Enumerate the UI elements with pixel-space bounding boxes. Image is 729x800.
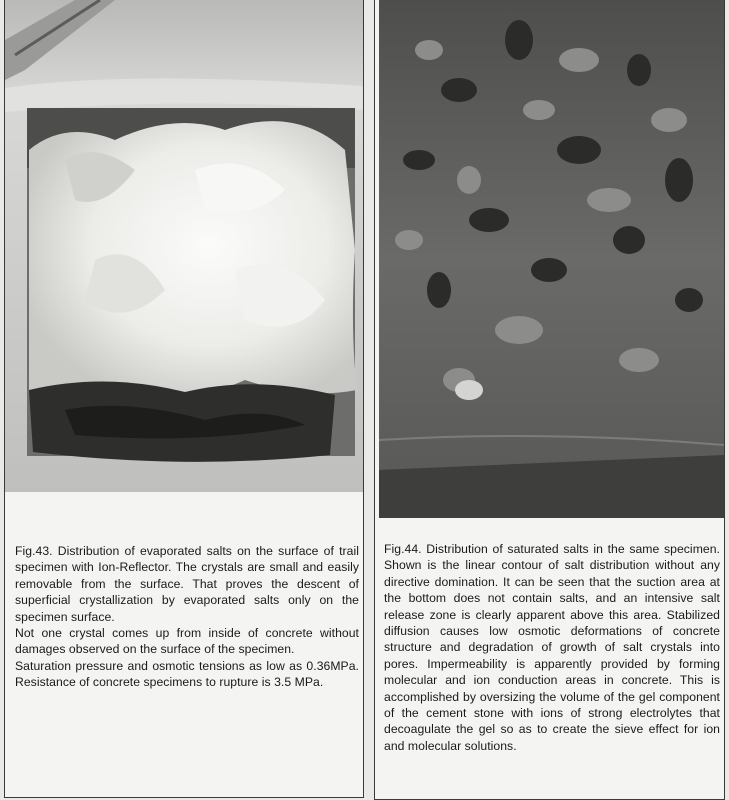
caption-paragraph: Saturation pressure and osmotic tensions as low as 0.36MPa. Resistance of concrete specimens to rupture is 3.5 MPa. [15, 658, 359, 690]
caption-paragraph: Fig.43. Distribution of evaporated salts on the surface of trail specimen with Ion-Reflector. The crystals are small and easily removable from the surface. That proves the descent of superficial crystallization by evaporated salts only on the specimen surface. [15, 544, 359, 624]
concrete-section-image [379, 0, 724, 518]
concrete-cross-section-photo [379, 0, 724, 518]
specimen-salt-crystals-photo [5, 0, 363, 492]
figure-43-panel [4, 0, 364, 798]
figure-44-panel [374, 0, 725, 800]
figure-43-caption [15, 543, 359, 691]
caption-paragraph: Not one crystal comes up from inside of concrete without damages observed on the surface of the specimen. [15, 626, 359, 657]
salt-crystals-image [5, 0, 363, 492]
caption-paragraph: Fig.44. Distribution of saturated salts in the same specimen. Shown is the linear contour of salt distribution without any directive domination. It can be seen that the suction area at the bottom does not contain salts, and an intensive salt release zone is clearly apparent above this area. Stabilized diffusion causes low osmotic deformations of concrete structure and degradation of growth of salt crystals into pores. Impermeability is apparently provided by forming molecular and ion conduction areas in concrete. This is accomplished by oversizing the volume of the gel component of the cement stone with ions of strong electrolytes that decoagulate the gel so as to create the sieve effect for ion and molecular solutions. [384, 542, 720, 753]
figure-44-caption [384, 541, 720, 754]
